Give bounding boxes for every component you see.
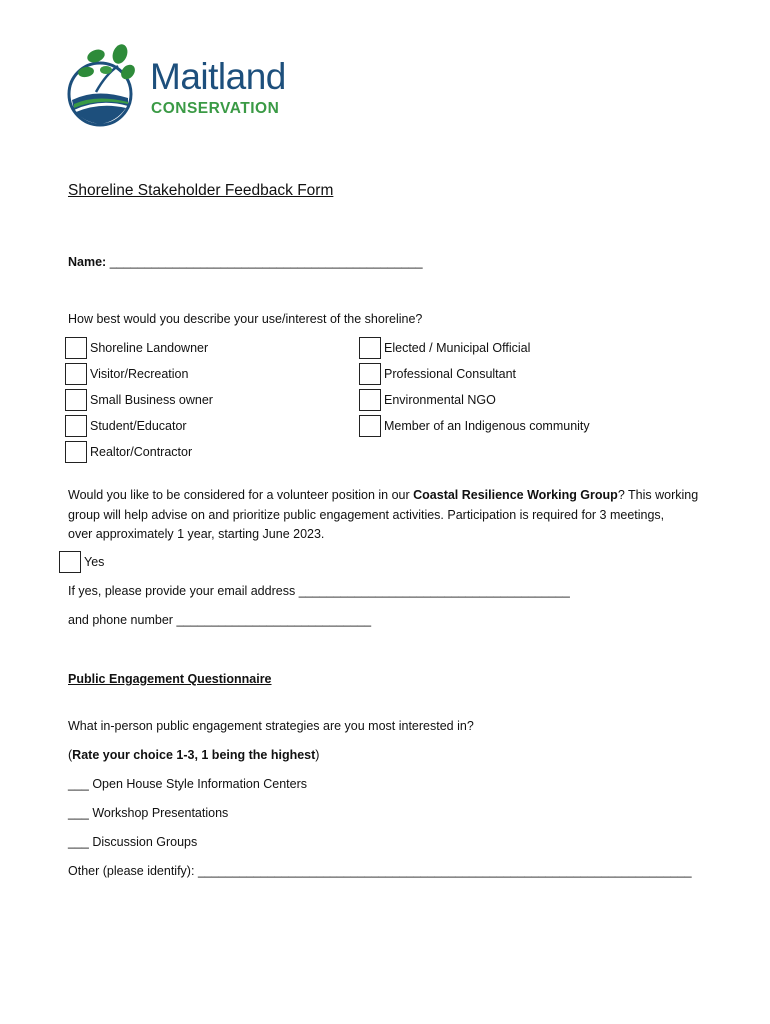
option-label: Environmental NGO (384, 393, 496, 407)
phone-field[interactable]: ____________________________ (176, 613, 372, 627)
checkbox-student-educator[interactable] (65, 415, 87, 437)
option-label: Professional Consultant (384, 367, 517, 381)
email-label: If yes, please provide your email address (68, 584, 296, 598)
phone-label: and phone number (68, 613, 173, 627)
working-group-name: Coastal Resilience Working Group (413, 488, 618, 502)
yes-label: Yes (84, 555, 105, 569)
checkbox-volunteer-yes[interactable] (59, 551, 81, 573)
rating-item-discussion[interactable]: ___ Discussion Groups (68, 835, 198, 849)
use-question: How best would you describe your use/interest of the shoreline? (68, 312, 423, 326)
checkbox-professional-consultant[interactable] (359, 363, 381, 385)
logo-subtitle: CONSERVATION (151, 100, 280, 117)
option-label: Student/Educator (90, 419, 187, 433)
checkbox-shoreline-landowner[interactable] (65, 337, 87, 359)
other-field[interactable]: _______________________________________________________________________ (197, 864, 692, 878)
name-row (68, 255, 423, 270)
option-label: Shoreline Landowner (90, 341, 209, 355)
logo-emblem-icon (66, 44, 146, 132)
checkbox-realtor-contractor[interactable] (65, 441, 87, 463)
checkbox-indigenous-community[interactable] (359, 415, 381, 437)
volunteer-paragraph (68, 486, 708, 545)
option-label: Realtor/Contractor (90, 445, 193, 459)
option-label: Elected / Municipal Official (384, 341, 531, 355)
volunteer-line-3: over approximately 1 year, starting June 2023. (68, 527, 325, 541)
questionnaire-heading: Public Engagement Questionnaire (68, 672, 272, 686)
name-label: Name: (68, 255, 107, 269)
other-row (68, 864, 692, 879)
form-title: Shoreline Stakeholder Feedback Form (68, 182, 334, 199)
name-field[interactable]: _____________________________________________ (109, 255, 423, 269)
other-label: Other (please identify): (68, 864, 195, 878)
email-row (68, 584, 570, 599)
rating-item-open-house[interactable]: ___ Open House Style Information Centers (68, 777, 308, 791)
rating-item-workshop[interactable]: ___ Workshop Presentations (68, 806, 229, 820)
rate-instruction: (Rate your choice 1-3, 1 being the highest) (68, 748, 320, 762)
option-label: Visitor/Recreation (90, 367, 189, 381)
checkbox-environmental-ngo[interactable] (359, 389, 381, 411)
volunteer-line-1: Would you like to be considered for a volunteer position in our Coastal Resilience Working Group? This working (68, 488, 699, 502)
maitland-conservation-logo (66, 44, 296, 132)
logo-name: Maitland (150, 56, 286, 97)
checkbox-visitor-recreation[interactable] (65, 363, 87, 385)
volunteer-line-2: group will help advise on and prioritize public engagement activities. Participation is required for 3 meetings, (68, 507, 665, 522)
checkbox-small-business-owner[interactable] (65, 389, 87, 411)
option-label: Small Business owner (90, 393, 213, 407)
email-field[interactable]: _______________________________________ (298, 584, 570, 598)
engagement-question: What in-person public engagement strategies are you most interested in? (68, 719, 474, 733)
option-label: Member of an Indigenous community (384, 419, 590, 433)
phone-row (68, 613, 371, 628)
checkbox-elected-official[interactable] (359, 337, 381, 359)
